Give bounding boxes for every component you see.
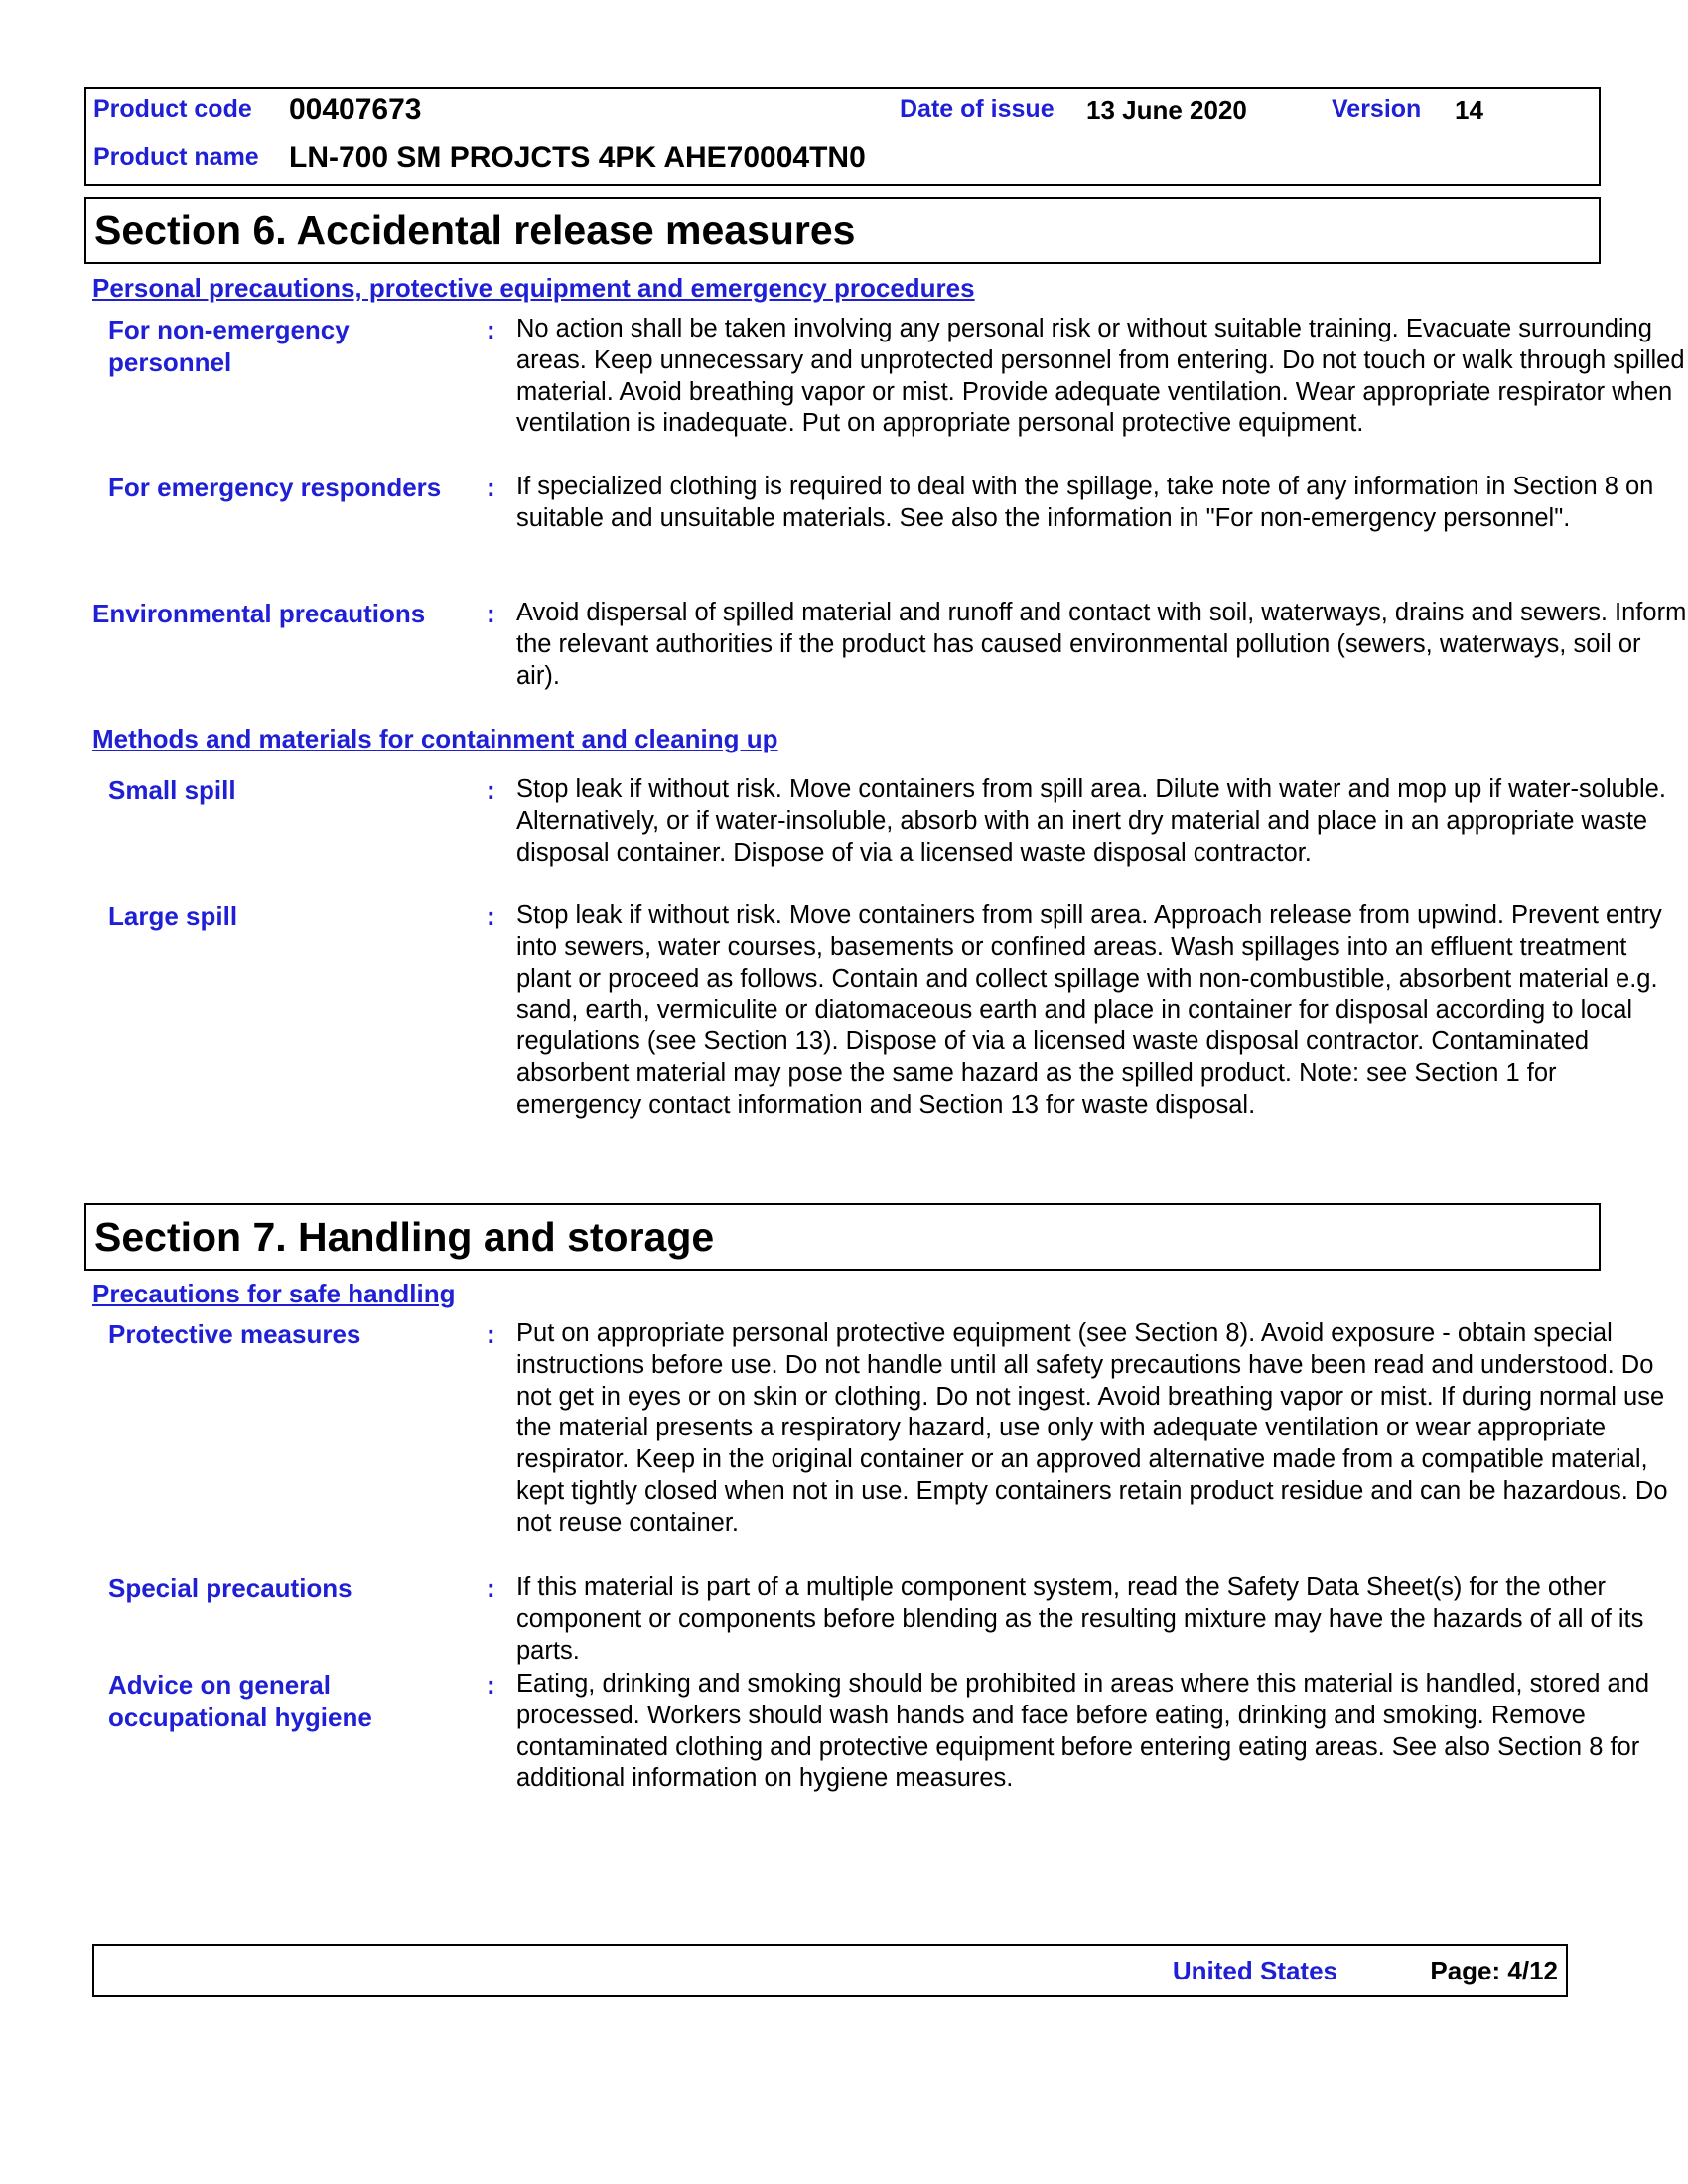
- section-7-title: Section 7. Handling and storage: [94, 1214, 715, 1260]
- environmental-precautions-label: Environmental precautions: [92, 599, 426, 628]
- colon: :: [487, 473, 495, 502]
- small-spill-text: Stop leak if without risk. Move containers from spill area. Dilute with water and mop up if water-soluble. Alternatively, or if water-insoluble, absorb with an inert dry material and place in an appropriate waste disposal container. Dispose of via a licensed waste disposal contractor.: [516, 775, 1666, 867]
- section-7-header: [84, 1203, 1601, 1271]
- section-6-title: Section 6. Accidental release measures: [94, 207, 856, 253]
- emergency-responders-text: If specialized clothing is required to deal with the spillage, take note of any information in Section 8 on suitable and unsuitable materials. See also the information in "For non-emergency personnel".: [516, 473, 1654, 532]
- large-spill-label: Large spill: [108, 901, 238, 931]
- small-spill-label: Small spill: [108, 775, 236, 805]
- large-spill-text: Stop leak if without risk. Move containers from spill area. Approach release from upwind. Prevent entry into sewers, water courses, basements or confined areas. Wash spillages into an effluent treatment plant or proceed as follows. Contain and collect spillage with non-combustible, absorbent material e.g. sand, earth, vermiculite or diatomaceous earth and place in container for disposal according to local regulations (see Section 13). Dispose of via a licensed waste disposal contractor. Contaminated absorbent material may pose the same hazard as the spilled product. Note: see Section 1 for emergency contact information and Section 13 for waste disposal.: [516, 901, 1662, 1119]
- page-footer: [92, 1944, 1568, 1997]
- product-code-label: Product code: [93, 95, 252, 123]
- methods-materials-heading: Methods and materials for containment and cleaning up: [92, 724, 778, 753]
- colon: :: [487, 901, 495, 931]
- date-of-issue-label: Date of issue: [900, 95, 1055, 123]
- section-6-header: [84, 197, 1601, 264]
- footer-country: United States: [1172, 1956, 1337, 1985]
- page-number: Page: 4/12: [1430, 1956, 1558, 1985]
- protective-measures-text: Put on appropriate personal protective equipment (see Section 8). Avoid exposure - obtain special instructions before use. Do not handle until all safety precautions have been read and understood. Do not get in eyes or on skin or clothing. Do not ingest. Avoid breathing vapor or mist. If during normal use the material presents a respiratory hazard, use only with adequate ventilation or wear appropriate respirator. Keep in the original container or an approved alternative made from a compatible material, kept tightly closed when not in use. Empty containers retain product residue and can be hazardous. Do not reuse container.: [516, 1319, 1668, 1537]
- date-of-issue-value: 13 June 2020: [1086, 95, 1247, 125]
- version-label: Version: [1332, 95, 1422, 123]
- product-name-label: Product name: [93, 143, 259, 171]
- document-header: [84, 87, 1601, 186]
- protective-measures-label: Protective measures: [108, 1319, 361, 1349]
- colon: :: [487, 1319, 495, 1349]
- emergency-responders-label: For emergency responders: [108, 473, 442, 502]
- non-emergency-label: For non-emergency personnel: [108, 315, 350, 377]
- personal-precautions-heading: Personal precautions, protective equipment and emergency procedures: [92, 273, 975, 303]
- special-precautions-text: If this material is part of a multiple component system, read the Safety Data Sheet(s) for the other component or components before blending as the resulting mixture may have the hazards of all of its parts.: [516, 1573, 1644, 1665]
- product-code-value: 00407673: [289, 93, 422, 126]
- colon: :: [487, 315, 495, 344]
- environmental-precautions-text: Avoid dispersal of spilled material and runoff and contact with soil, waterways, drains and sewers. Inform the relevant authorities if the product has caused environmental pollution (sewers, waterways, soil or air).: [516, 599, 1687, 690]
- version-value: 14: [1455, 95, 1483, 125]
- colon: :: [487, 1573, 495, 1603]
- non-emergency-text: No action shall be taken involving any personal risk or without suitable training. Evacuate surrounding areas. Keep unnecessary and unprotected personnel from entering. Do not touch or walk through spilled material. Avoid breathing vapor or mist. Provide adequate ventilation. Wear appropriate respirator when ventilation is inadequate. Put on appropriate personal protective equipment.: [516, 315, 1685, 438]
- product-name-value: LN-700 SM PROJCTS 4PK AHE70004TN0: [289, 141, 866, 174]
- colon: :: [487, 775, 495, 805]
- colon: :: [487, 1670, 495, 1700]
- occupational-hygiene-text: Eating, drinking and smoking should be prohibited in areas where this material is handled, stored and processed. Workers should wash hands and face before eating, drinking and smoking. Remove contaminated clothing and protective equipment before entering eating areas. See also Section 8 for additional information on hygiene measures.: [516, 1670, 1650, 1793]
- colon: :: [487, 599, 495, 628]
- special-precautions-label: Special precautions: [108, 1573, 352, 1603]
- safe-handling-heading: Precautions for safe handling: [92, 1279, 456, 1308]
- occupational-hygiene-label: Advice on general occupational hygiene: [108, 1670, 372, 1732]
